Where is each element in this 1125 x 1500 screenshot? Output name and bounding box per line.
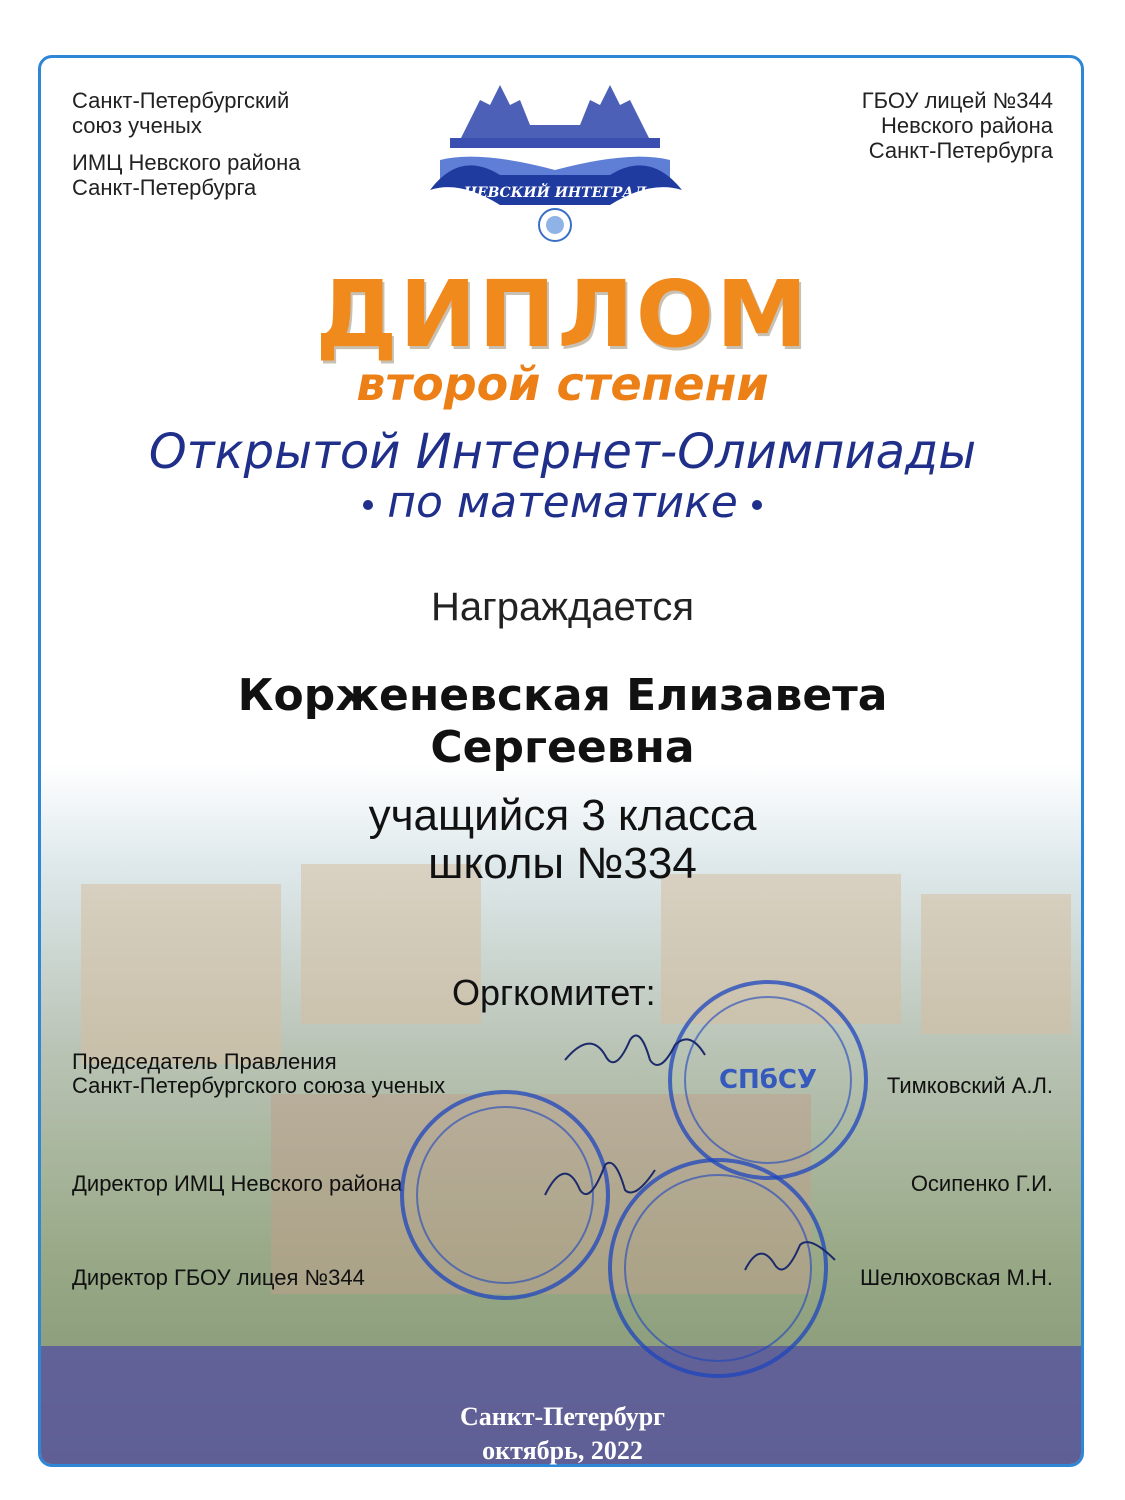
spbsu-stamp: СПбСУ (668, 980, 868, 1180)
awarded-label: Награждается (430, 585, 694, 629)
org-st-petersburg-scientists-union: Санкт-Петербургский союз ученых (72, 88, 290, 138)
title-olympiad: Открытой Интернет-Олимпиады (148, 424, 977, 480)
signature-3 (740, 1230, 840, 1290)
signatory-person-1: Тимковский А.Л. (886, 1073, 1053, 1098)
signature-2 (540, 1150, 660, 1210)
signatory-position-2: Директор ИМЦ Невского района (72, 1171, 403, 1196)
signatory-position-3: Директор ГБОУ лицея №344 (72, 1265, 365, 1290)
footer-place-date: Санкт-Петербург октябрь, 2022 (460, 1402, 665, 1465)
title-degree: второй степени (356, 357, 769, 411)
nevsky-integral-logo (420, 80, 690, 250)
signatory-person-3: Шелюховская М.Н. (860, 1265, 1053, 1290)
org-imc-nevsky: ИМЦ Невского района Санкт-Петербурга (72, 150, 301, 200)
signature-1 (560, 1020, 710, 1090)
signatory-person-2: Осипенко Г.И. (910, 1171, 1053, 1196)
title-subject: по математике (0, 478, 1125, 528)
orgcommittee-label: Оргкомитет: (452, 972, 656, 1013)
bullet-dot-right (752, 500, 762, 510)
title-diplom: ДИПЛОМ (315, 261, 810, 368)
svg-text:НЕВСКИЙ ИНТЕГРАЛ: НЕВСКИЙ ИНТЕГРАЛ (463, 185, 647, 201)
recipient-name: Корженевская Елизавета Сергеевна (237, 670, 888, 773)
student-info: учащийся 3 класса школы №334 (368, 791, 757, 888)
org-lyceum-344: ГБОУ лицей №344 Невского района Санкт-Петербурга (861, 88, 1053, 163)
bullet-dot-left (363, 500, 373, 510)
signatory-position-1: Председатель Правления Санкт-Петербургского союза ученых (72, 1049, 446, 1098)
